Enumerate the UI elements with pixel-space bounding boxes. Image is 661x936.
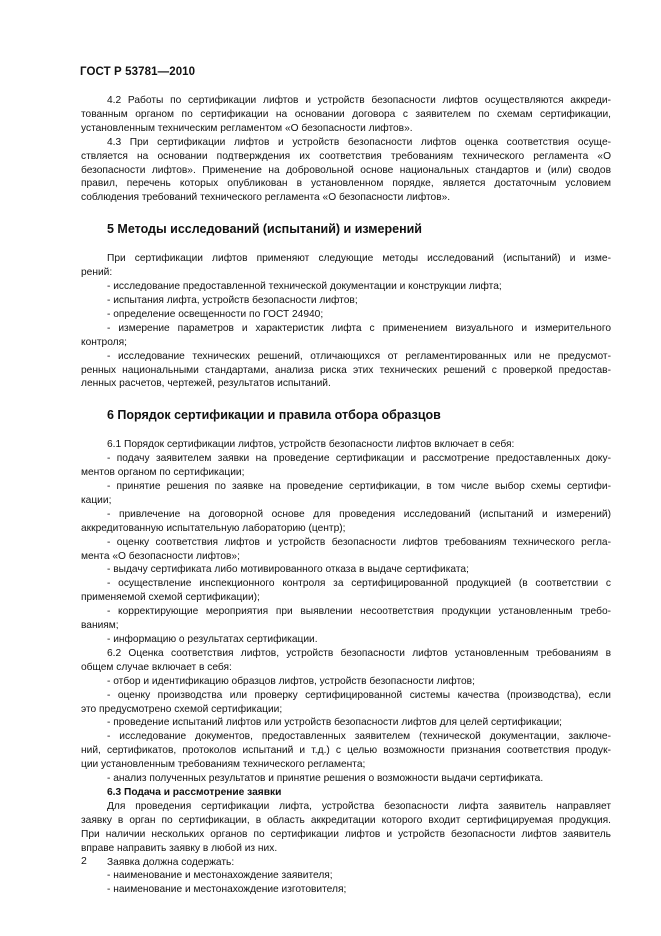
text-line: - испытания лифта, устройств безопасности лифтов; bbox=[107, 294, 358, 306]
text-line: - наименование и местонахождение изготовителя; bbox=[107, 884, 347, 896]
text-line: 6.1 Порядок сертификации лифтов, устройств безопасности лифтов включает в себя: bbox=[107, 439, 515, 451]
text-line: ренных национальными стандартами, анализа риска этих технических решений с проверкой предостав- bbox=[81, 364, 611, 376]
text-line: - принятие решения по заявке на проведение сертификации, в том числе выбор схемы сертифи- bbox=[107, 481, 611, 493]
section-heading bbox=[107, 221, 611, 237]
paragraph bbox=[81, 94, 611, 136]
section-heading-text: 6 Порядок сертификации и правила отбора образцов bbox=[107, 408, 441, 423]
text-line: вправе направить заявку в любой из них. bbox=[81, 842, 278, 854]
page-number: 2 bbox=[81, 855, 87, 867]
section-heading bbox=[107, 407, 611, 423]
text-line: - информацию о результатах сертификации. bbox=[107, 634, 318, 645]
paragraph bbox=[81, 438, 611, 897]
text-line: - исследование предоставленной технической документации и конструкции лифта; bbox=[107, 281, 502, 293]
text-line: мента «О безопасности лифтов»; bbox=[81, 550, 240, 562]
text-line: тованным органом по сертификации на основании договора с заявителем по схемам сертификации, bbox=[81, 108, 611, 120]
text-line: установленным техническим регламентом «О безопасности лифтов». bbox=[81, 122, 413, 134]
text-line: - осуществление инспекционного контроля за сертифицированной продукцией (в соответствии с bbox=[107, 578, 611, 590]
text-line: 6.3 Подача и рассмотрение заявки bbox=[107, 786, 282, 798]
text-line: 6.2 Оценка соответствия лифтов, устройств безопасности лифтов установленным требованиям в bbox=[107, 647, 611, 659]
text-line: применяемой схемой сертификации); bbox=[81, 592, 260, 604]
text-line: - измерение параметров и характеристик лифта с применением визуального и измерительного bbox=[107, 322, 611, 334]
text-line: соблюдения требований технического регламента «О безопасности лифтов». bbox=[81, 192, 451, 204]
text-line: рений: bbox=[81, 267, 113, 279]
text-line: - наименование и местонахождение заявителя; bbox=[107, 870, 333, 882]
text-line: При сертификации лифтов применяют следующие методы исследований (испытаний) и изме- bbox=[107, 253, 611, 265]
text-line: - корректирующие мероприятия при выявлении несоответствия продукции установленным требо- bbox=[107, 606, 611, 618]
section-heading-text: 5 Методы исследований (испытаний) и измерений bbox=[107, 222, 422, 237]
document-header: ГОСТ Р 53781—2010 bbox=[80, 66, 196, 78]
text-line: ствляется на основании подтверждения их соответствия требованиям технического регламента «О bbox=[81, 150, 611, 162]
text-line: общем случае включает в себя: bbox=[81, 661, 232, 673]
text-line: 4.2 Работы по сертификации лифтов и устройств безопасности лифтов осуществляются аккреди- bbox=[107, 95, 611, 106]
text-line: - оценку соответствия лифтов и устройств безопасности лифтов требованиям технического регла- bbox=[107, 536, 611, 548]
text-line: безопасности лифтов». Применение на добровольной основе национальных стандартов и (или) сводов bbox=[81, 164, 611, 176]
text-line: - исследование документов, предоставленных заявителем (технической документации, заключе- bbox=[107, 731, 611, 743]
text-line: - определение освещенности по ГОСТ 24940; bbox=[107, 308, 324, 320]
text-line: - анализ полученных результатов и принятие решения о возможности выдачи сертификата. bbox=[107, 773, 544, 785]
text-line: кации; bbox=[81, 494, 112, 506]
text-line: Для проведения сертификации лифта, устройства безопасности лифта заявитель направляет bbox=[107, 800, 611, 812]
paragraph bbox=[81, 136, 611, 206]
text-line: заявку в орган по сертификации, в область аккредитации которого входит сертифицируемая продукция. bbox=[81, 814, 611, 826]
text-line: - выдачу сертификата либо мотивированного отказа в выдаче сертификата; bbox=[107, 564, 469, 576]
text-line: ленных расчетов, чертежей, результатов испытаний. bbox=[81, 378, 331, 390]
text-line: ции установленным требованиям технического регламента; bbox=[81, 759, 366, 771]
text-line: - подачу заявителем заявки на проведение сертификации и рассмотрение предоставленных доку- bbox=[107, 453, 611, 465]
text-line: - исследование технических решений, отличающихся от регламентированных или не предусмот- bbox=[107, 350, 611, 362]
text-line: - привлечение на договорной основе для проведения исследований (испытаний и измерений) bbox=[107, 508, 611, 520]
text-line: - проведение испытаний лифтов или устройств безопасности лифтов для целей сертификации; bbox=[107, 717, 563, 729]
text-line: правил, перечень которых опубликован в установленном порядке, является достаточным условием bbox=[81, 178, 611, 190]
paragraph bbox=[81, 252, 611, 391]
text-line: - оценку производства или проверку сертифицированной системы качества (производства), если bbox=[107, 689, 611, 701]
text-line: это предусмотрено схемой сертификации; bbox=[81, 703, 283, 715]
text-line: контроля; bbox=[81, 336, 127, 348]
text-line: Заявка должна содержать: bbox=[107, 856, 235, 868]
text-line: ментов органом по сертификации; bbox=[81, 467, 245, 479]
text-line: ний, сертификатов, протоколов испытаний и т.д.) с целью возможности признания соответствия продук- bbox=[81, 745, 611, 757]
text-line: При наличии нескольких органов по сертификации лифтов и устройств безопасности лифтов заявитель bbox=[81, 828, 611, 840]
text-line: ваниям; bbox=[81, 620, 119, 632]
document-body bbox=[81, 94, 611, 897]
text-line: 4.3 При сертификации лифтов и устройств безопасности лифтов оценка соответствия осуще- bbox=[107, 136, 611, 148]
text-line: аккредитованную испытательную лабораторию (центр); bbox=[81, 522, 346, 534]
text-line: - отбор и идентификацию образцов лифтов, устройств безопасности лифтов; bbox=[107, 675, 475, 687]
